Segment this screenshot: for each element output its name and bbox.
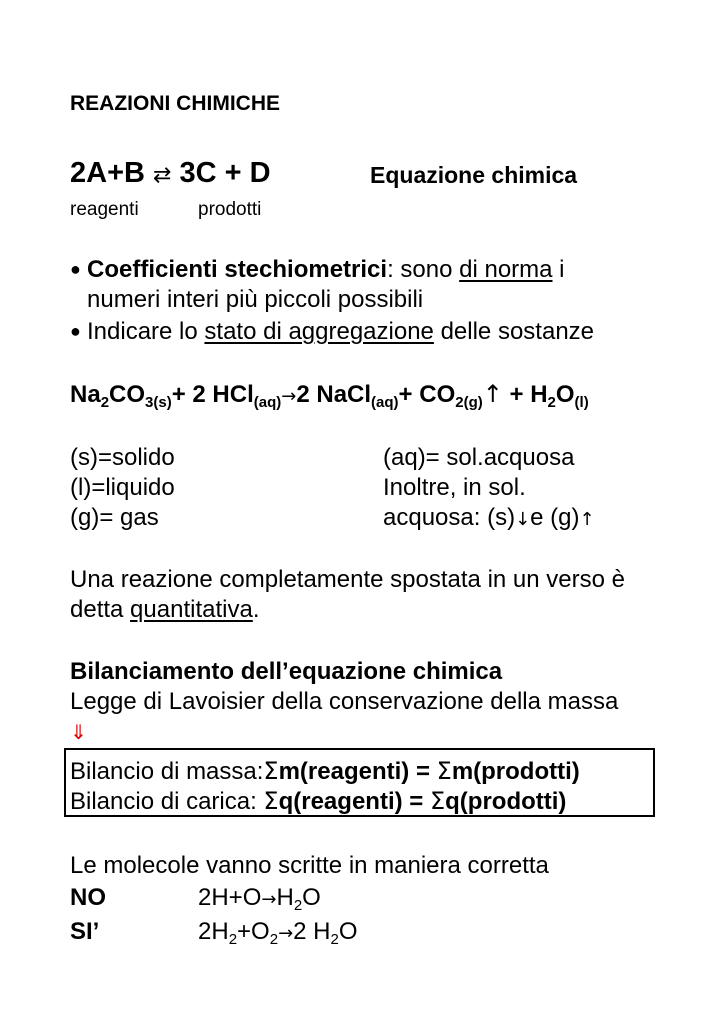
balance-heading: Bilanciamento dell’equazione chimica bbox=[70, 658, 503, 685]
bullet-text: delle sostanze bbox=[433, 318, 595, 345]
bullet-text: : sono bbox=[387, 256, 460, 283]
equation-label: Equazione chimica bbox=[370, 162, 578, 188]
bullet-coefficients bbox=[70, 256, 565, 285]
reaction-arrow-icon: → bbox=[281, 386, 297, 407]
correct-label: SI’ bbox=[70, 918, 100, 945]
gas-up-arrow-icon: ↑ bbox=[482, 380, 503, 408]
sigma-symbol: Σ bbox=[436, 757, 452, 785]
precipitate-down-arrow-icon: ↓ bbox=[515, 509, 531, 530]
molecules-intro: Le molecole vanno scritte in maniera corretta bbox=[70, 852, 549, 879]
bullet-icon: ● bbox=[70, 259, 81, 279]
bullet-text: Indicare lo bbox=[87, 318, 205, 345]
aqueous-note-line2: acquosa: (s)↓e (g)↑ bbox=[383, 504, 595, 531]
coefficients-term: Coefficienti stechiometrici bbox=[87, 256, 388, 283]
state-solid: (s)=solido bbox=[70, 444, 175, 471]
state-liquid: (l)=liquido bbox=[70, 474, 175, 501]
quantitative-line1: Una reazione completamente spostata in un verso è bbox=[70, 566, 625, 593]
implies-down-arrow-icon: ⇓ bbox=[70, 720, 87, 744]
charge-balance: Bilancio di carica: Σq(reagenti) = Σq(prodotti) bbox=[70, 787, 567, 815]
mass-balance: Bilancio di massa:Σm(reagenti) = Σm(prodotti) bbox=[70, 757, 580, 785]
quantitative-term: quantitativa bbox=[130, 596, 253, 623]
state-aqueous: (aq)= sol.acquosa bbox=[383, 444, 575, 471]
wrong-equation: $2H+O\to H_2O$ bbox=[198, 884, 321, 914]
reactants-label: reagenti bbox=[70, 199, 139, 220]
sigma-symbol: Σ bbox=[263, 757, 279, 785]
bullet-icon: ● bbox=[70, 321, 81, 341]
sigma-symbol: Σ bbox=[263, 787, 279, 815]
sigma-symbol: Σ bbox=[429, 787, 446, 815]
example-reaction: $Na_2CO_{3(s)}+ 2$ HCl$_{(aq)}$→2 NaCl$_{(aq)}$+ $CO_{2(g)}↑ + H_2O_{(l)}$ bbox=[70, 380, 589, 411]
state-gas: (g)= gas bbox=[70, 504, 159, 531]
wrong-label: NO bbox=[70, 884, 106, 911]
bullet-coefficients-line2: numeri interi più piccoli possibili bbox=[87, 286, 424, 313]
lavoisier-law: Legge di Lavoisier della conservazione della massa bbox=[70, 688, 619, 715]
bullet-underlined-text: di norma bbox=[459, 256, 553, 283]
bullet-aggregation-state bbox=[70, 318, 594, 347]
generic-equation bbox=[70, 156, 271, 193]
products-label: prodotti bbox=[198, 199, 262, 220]
equilibrium-arrow-icon: ⇄ bbox=[153, 163, 172, 188]
equation-left: 2A+B bbox=[70, 157, 145, 189]
correct-equation: $2H_2+O_2\to 2$ $H_2O$ bbox=[198, 918, 358, 948]
equation-right: 3C + D bbox=[179, 157, 271, 189]
page-title: REAZIONI CHIMICHE bbox=[70, 92, 280, 115]
bullet-text: i bbox=[552, 256, 565, 283]
gas-up-arrow-icon: ↑ bbox=[579, 509, 595, 530]
quantitative-line2: detta quantitativa. bbox=[70, 596, 260, 623]
reaction-arrow-icon: → bbox=[278, 923, 294, 944]
bullet-underlined-text: stato di aggregazione bbox=[204, 318, 434, 345]
aqueous-note-line1: Inoltre, in sol. bbox=[383, 474, 526, 501]
reaction-arrow-icon: → bbox=[261, 889, 277, 910]
